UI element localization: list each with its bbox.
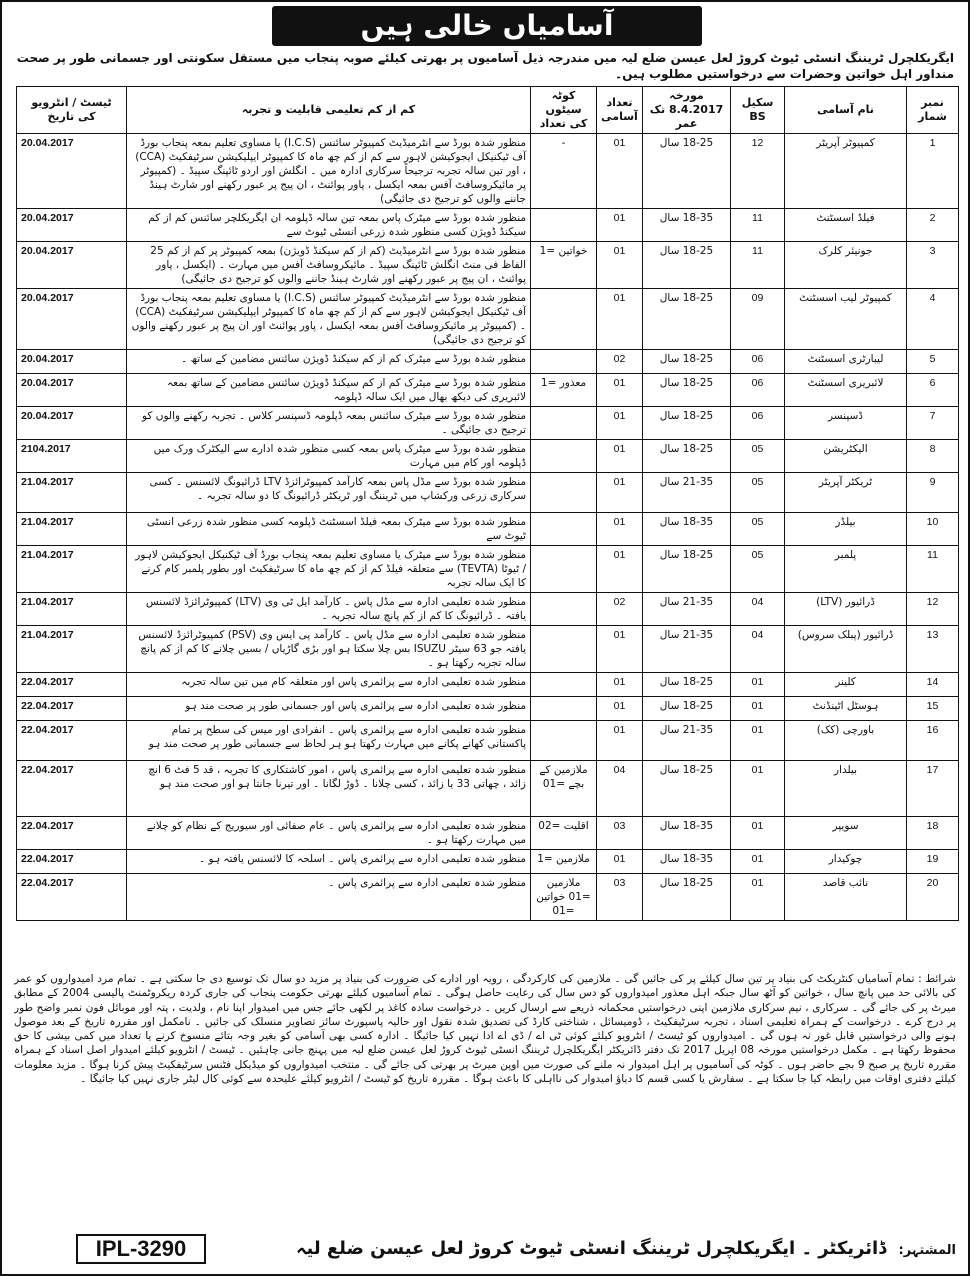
cell-age: 21-35 سال — [643, 473, 731, 513]
cell-qualification: منظور شدہ بورڈ سے انٹرمیڈیٹ کمپیوٹر سائنس (I.C.S) یا مساوی تعلیم بمعہ پنجاب بورڈ آف ٹیکنیکل ایجوکیشن لاہور سے کم از کم چھ ماہ کا کمپیوٹر ایپلیکیشن سرٹیفکیٹ (CCA) ، اور تین سالہ تجربہ ترجیحاً سرکاری ادارہ میں ۔ انگلش اور اردو ٹائپنگ سپیڈ ۔ (کمپیوٹر پر مائیکروسافٹ آفس بمعہ ایکسل ، پاور پوائنٹ ، ان پیج پر عبور رکھنے اور شارٹ ہینڈ جاننے والوں کو ترجیح دی جائیگی) — [127, 134, 531, 209]
cell-date: 22.04.2017 — [17, 761, 127, 817]
cell-quota: ملازمین =01 خواتین =01 — [531, 874, 597, 921]
cell-count: 01 — [597, 546, 643, 593]
cell-sr: 2 — [907, 209, 959, 242]
cell-sr: 1 — [907, 134, 959, 209]
cell-qualification: منظور شدہ تعلیمی ادارہ سے پرائمری پاس ۔ — [127, 874, 531, 921]
cell-count: 01 — [597, 289, 643, 350]
cell-qualification: منظور شدہ بورڈ سے انٹرمیڈیٹ (کم از کم سیکنڈ ڈویژن) بمعہ کمپیوٹر پر کم از کم 25 الفاظ فی منٹ انگلش ٹائپنگ سپیڈ ۔ مائیکروسافٹ آفس میں مہارت ۔ (ایکسل ، پاور پوائنٹ ، ان پیج پر عبور رکھنے اور شارٹ ہینڈ جاننے والوں کو ترجیح دی جائیگی) — [127, 242, 531, 289]
cell-post: لائبریری اسسٹنٹ — [785, 374, 907, 407]
cell-count: 01 — [597, 209, 643, 242]
cell-post: کمپیوٹر آپریٹر — [785, 134, 907, 209]
cell-scale: 12 — [731, 134, 785, 209]
cell-qualification: منظور شدہ بورڈ سے میٹرک یا مساوی تعلیم بمعہ پنجاب بورڈ آف ٹیکنیکل ایجوکیشن لاہور / ٹیوٹا (TEVTA) سے متعلقہ فیلڈ کم از کم چھ ماہ کا سرٹیفکیٹ اور بطور پلمبر کام کرنے کا ایک سالہ تجربہ — [127, 546, 531, 593]
cell-age: 21-35 سال — [643, 721, 731, 761]
table-row — [17, 593, 959, 626]
cell-date: 20.04.2017 — [17, 134, 127, 209]
cell-age: 18-25 سال — [643, 440, 731, 473]
cell-age: 18-35 سال — [643, 209, 731, 242]
cell-post: ہوسٹل اٹینڈنٹ — [785, 697, 907, 721]
ad-code: IPL-3290 — [76, 1234, 206, 1264]
table-row — [17, 289, 959, 350]
cell-post: ڈسپنسر — [785, 407, 907, 440]
cell-sr: 13 — [907, 626, 959, 673]
page-title: آسامیاں خالی ہیں — [272, 6, 702, 46]
cell-age: 18-25 سال — [643, 874, 731, 921]
cell-scale: 11 — [731, 209, 785, 242]
cell-age: 18-25 سال — [643, 407, 731, 440]
cell-quota — [531, 626, 597, 673]
vacancies-table — [16, 86, 959, 921]
cell-date: 22.04.2017 — [17, 817, 127, 850]
cell-qualification: منظور شدہ تعلیمی ادارہ سے پرائمری پاس اور جسمانی طور پر صحت مند ہو — [127, 697, 531, 721]
table-row — [17, 473, 959, 513]
header-age: مورخہ 8.4.2017 تک عمر — [643, 87, 731, 134]
cell-count: 01 — [597, 374, 643, 407]
cell-age: 18-25 سال — [643, 673, 731, 697]
cell-age: 18-25 سال — [643, 374, 731, 407]
cell-scale: 05 — [731, 513, 785, 546]
cell-sr: 9 — [907, 473, 959, 513]
cell-date: 20.04.2017 — [17, 209, 127, 242]
cell-age: 21-35 سال — [643, 593, 731, 626]
cell-date: 22.04.2017 — [17, 721, 127, 761]
cell-qualification: منظور شدہ بورڈ سے میٹرک پاس بمعہ کسی منظور شدہ ادارے سے الیکٹرک ورک میں ڈپلومہ اور کام میں مہارت — [127, 440, 531, 473]
cell-date: 22.04.2017 — [17, 850, 127, 874]
table-row — [17, 626, 959, 673]
cell-scale: 04 — [731, 593, 785, 626]
table-row — [17, 407, 959, 440]
cell-sr: 3 — [907, 242, 959, 289]
cell-qualification: منظور شدہ تعلیمی ادارہ سے پرائمری پاس ۔ انفرادی اور میس کی سطح پر تمام پاکستانی کھانے پکانے میں مہارت رکھتا ہو ہر لحاظ سے جسمانی طور پر صحت مند ہو — [127, 721, 531, 761]
cell-age: 18-25 سال — [643, 242, 731, 289]
cell-count: 01 — [597, 242, 643, 289]
cell-scale: 01 — [731, 697, 785, 721]
cell-qualification: منظور شدہ بورڈ سے مڈل پاس بمعہ کارآمد کمپیوٹرائزڈ LTV ڈرائیونگ لائسنس ۔ کسی سرکاری زرعی ورکشاپ میں ٹریننگ اور ٹریکٹر ڈرائیونگ کا دو سالہ تجربہ ۔ — [127, 473, 531, 513]
cell-count: 04 — [597, 761, 643, 817]
cell-quota: خواتین =1 — [531, 242, 597, 289]
cell-sr: 14 — [907, 673, 959, 697]
cell-quota — [531, 407, 597, 440]
cell-date: 2104.2017 — [17, 440, 127, 473]
cell-age: 18-25 سال — [643, 350, 731, 374]
cell-count: 01 — [597, 407, 643, 440]
table-row — [17, 350, 959, 374]
cell-scale: 11 — [731, 242, 785, 289]
cell-sr: 18 — [907, 817, 959, 850]
table-row — [17, 242, 959, 289]
cell-date: 22.04.2017 — [17, 874, 127, 921]
cell-date: 20.04.2017 — [17, 407, 127, 440]
cell-scale: 05 — [731, 546, 785, 593]
cell-quota: معذور =1 — [531, 374, 597, 407]
cell-count: 01 — [597, 513, 643, 546]
cell-qualification: منظور شدہ تعلیمی ادارہ سے پرائمری پاس اور متعلقہ کام میں تین سالہ تجربہ — [127, 673, 531, 697]
cell-post: کمپیوٹر لیب اسسٹنٹ — [785, 289, 907, 350]
cell-sr: 5 — [907, 350, 959, 374]
cell-qualification: منظور شدہ بورڈ سے میٹرک کم از کم سیکنڈ ڈویژن سائنس مضامین کے ساتھ بمعہ لائبریری کی دیکھ بھال میں ایک سالہ ڈپلومہ — [127, 374, 531, 407]
cell-date: 21.04.2017 — [17, 473, 127, 513]
cell-count: 01 — [597, 721, 643, 761]
cell-age: 18-35 سال — [643, 850, 731, 874]
cell-count: 01 — [597, 440, 643, 473]
table-row — [17, 673, 959, 697]
header-quota: کوٹہ سیٹوں کی تعداد — [531, 87, 597, 134]
cell-date: 21.04.2017 — [17, 626, 127, 673]
cell-scale: 05 — [731, 473, 785, 513]
cell-post: چوکیدار — [785, 850, 907, 874]
advertiser-name: ڈائریکٹر ۔ ایگریکلچرل ٹریننگ انسٹی ٹیوٹ کروڑ لعل عیسن ضلع لیہ — [295, 1238, 887, 1259]
table-row — [17, 817, 959, 850]
cell-quota — [531, 350, 597, 374]
table-row — [17, 761, 959, 817]
header-post: نام آسامی — [785, 87, 907, 134]
cell-scale: 06 — [731, 374, 785, 407]
cell-scale: 05 — [731, 440, 785, 473]
cell-age: 18-25 سال — [643, 697, 731, 721]
cell-post: باورچی (کک) — [785, 721, 907, 761]
table-row — [17, 209, 959, 242]
cell-date: 20.04.2017 — [17, 289, 127, 350]
advertiser-line — [276, 1234, 956, 1264]
cell-sr: 11 — [907, 546, 959, 593]
cell-count: 02 — [597, 350, 643, 374]
cell-post: لیبارٹری اسسٹنٹ — [785, 350, 907, 374]
cell-quota — [531, 697, 597, 721]
cell-quota — [531, 289, 597, 350]
table-row — [17, 546, 959, 593]
cell-count: 01 — [597, 626, 643, 673]
cell-date: 21.04.2017 — [17, 546, 127, 593]
cell-post: الیکٹریشن — [785, 440, 907, 473]
cell-quota — [531, 209, 597, 242]
table-row — [17, 721, 959, 761]
table-header-row — [17, 87, 959, 134]
cell-age: 18-35 سال — [643, 817, 731, 850]
cell-post: سویپر — [785, 817, 907, 850]
cell-date: 21.04.2017 — [17, 593, 127, 626]
cell-quota: ملازمین =1 — [531, 850, 597, 874]
cell-sr: 17 — [907, 761, 959, 817]
cell-scale: 01 — [731, 673, 785, 697]
cell-scale: 04 — [731, 626, 785, 673]
cell-quota — [531, 440, 597, 473]
cell-scale: 01 — [731, 850, 785, 874]
cell-sr: 7 — [907, 407, 959, 440]
cell-qualification: منظور شدہ تعلیمی ادارہ سے مڈل پاس ۔ کارآمد پی ایس وی (PSV) کمپیوٹرائزڈ لائسنس یافتہ جو 63 سیٹر ISUZU بس چلا سکتا ہو اور بڑی گاڑیاں / بسیں چلانے کا کم از کم پانچ سالہ تجربہ رکھتا ہو ۔ — [127, 626, 531, 673]
cell-scale: 09 — [731, 289, 785, 350]
cell-age: 21-35 سال — [643, 626, 731, 673]
table-row — [17, 134, 959, 209]
cell-date: 21.04.2017 — [17, 513, 127, 546]
cell-quota — [531, 546, 597, 593]
cell-qualification: منظور شدہ تعلیمی ادارہ سے پرائمری پاس ۔ عام صفائی اور سیوریج کے نظام کو چلانے میں مہارت رکھتا ہو ۔ — [127, 817, 531, 850]
cell-post: فیلڈ اسسٹنٹ — [785, 209, 907, 242]
cell-qualification: منظور شدہ بورڈ سے میٹرک بمعہ فیلڈ اسسٹنٹ ڈپلومہ کسی منظور شدہ زرعی انسٹی ٹیوٹ سے — [127, 513, 531, 546]
header-sr: نمبر شمار — [907, 87, 959, 134]
cell-scale: 01 — [731, 761, 785, 817]
cell-post: کلینر — [785, 673, 907, 697]
cell-date: 20.04.2017 — [17, 242, 127, 289]
cell-quota — [531, 473, 597, 513]
cell-qualification: منظور شدہ بورڈ سے انٹرمیڈیٹ کمپیوٹر سائنس (I.C.S) یا مساوی تعلیم بمعہ پنجاب بورڈ آف ٹیکنیکل ایجوکیشن لاہور سے کم از کم چھ ماہ کا کمپیوٹر ایپلیکیشن سرٹیفکیٹ (CCA) ۔ (کمپیوٹر پر مائیکروسافٹ آفس بمعہ ایکسل ، پاور پوائنٹ اور ان پیج پر عبور رکھنے والوں کو ترجیح دی جائیگی) — [127, 289, 531, 350]
cell-sr: 6 — [907, 374, 959, 407]
cell-sr: 4 — [907, 289, 959, 350]
table-row — [17, 697, 959, 721]
cell-age: 18-25 سال — [643, 761, 731, 817]
header-qualification: کم از کم تعلیمی قابلیت و تجربہ — [127, 87, 531, 134]
cell-count: 03 — [597, 874, 643, 921]
cell-quota — [531, 721, 597, 761]
cell-qualification: منظور شدہ بورڈ سے میٹرک پاس بمعہ تین سالہ ڈپلومہ ان ایگریکلچر سائنس کم از کم سیکنڈ ڈویژن کسی منظور شدہ زرعی انسٹی ٹیوٹ سے — [127, 209, 531, 242]
table-row — [17, 850, 959, 874]
cell-post: ٹریکٹر آپریٹر — [785, 473, 907, 513]
cell-count: 01 — [597, 850, 643, 874]
cell-sr: 15 — [907, 697, 959, 721]
cell-count: 03 — [597, 817, 643, 850]
cell-age: 18-25 سال — [643, 134, 731, 209]
table-row — [17, 440, 959, 473]
cell-qualification: منظور شدہ بورڈ سے میٹرک کم از کم سیکنڈ ڈویژن سائنس مضامین کے ساتھ ۔ — [127, 350, 531, 374]
header-count: تعداد آسامی — [597, 87, 643, 134]
terms-conditions: شرائط : تمام آسامیاں کنٹریکٹ کی بنیاد پر تین سال کیلئے پر کی جائیں گی ۔ ملازمین کی کارکردگی ، رویہ اور ادارے کی ضرورت کی بنیاد پر مزید دو سال تک توسیع دی جا سکتی ہے ۔ تمام مرد امیدواروں کو عمر کی بالائی حد میں پانچ سال ، خواتین کو آٹھ سال جبکہ اہل معذور امیدواروں کو دس سال کی رعایت حاصل ہوگی ۔ تمام آسامیوں کیلئے بھرتی حکومت پنجاب کی جاری کردہ ریکروٹمنٹ پالیسی 2004 کے مطابق میرٹ پر کی جائے گی ۔ سرکاری ، نیم سرکاری ملازمین اپنی درخواستیں محکمانہ ذریعے سے ارسال کریں ۔ درخواست سادہ کاغذ پر لکھی جائے جس میں امیدوار اپنا نام ، ولدیت ، پتہ اور موبائل فون نمبر واضح طور پر درج کرے ۔ درخواست کے ہمراہ تعلیمی اسناد ، تجربہ سرٹیفکیٹ ، ڈومیسائل ، شناختی کارڈ کی تصدیق شدہ نقول اور حالیہ پاسپورٹ سائز تصاویر منسلک کی جائیں ۔ نامکمل اور مقررہ تاریخ کے بعد موصول ہونے والی درخواستیں قابل غور نہ ہوں گی ۔ امیدواروں کو ٹیسٹ / انٹرویو کیلئے کوئی ٹی اے / ڈی اے ادا نہیں کیا جائیگا ۔ ادارہ کسی بھی آسامی کو بغیر وجہ بتائے منسوخ کرنے یا تعداد میں کمی بیشی کا حق محفوظ رکھتا ہے ۔ مکمل درخواستیں مورخہ 08 اپریل 2017 تک دفتر ڈائریکٹر ایگریکلچرل ٹریننگ انسٹی ٹیوٹ کروڑ لعل عیسن ضلع لیہ میں پہنچ جانی چاہئیں ۔ ٹیسٹ / انٹرویو کیلئے امیدوار اصل اسناد کے ہمراہ مقررہ تاریخ پر صبح 9 بجے حاضر ہوں ۔ کوٹہ کی آسامیوں پر اہل امیدوار نہ ملنے کی صورت میں اوپن میرٹ پر بھرتی کی جائے گی ۔ منتخب امیدواروں کو میڈیکل فٹنس سرٹیفکیٹ پیش کرنا ہوگا ۔ مزید معلومات کیلئے دفتری اوقات میں رابطہ کیا جا سکتا ہے ۔ سفارش یا کسی قسم کا دباؤ امیدوار کی نااہلی کا باعث ہوگا ۔ مقررہ تاریخ کو ٹیسٹ / انٹرویو کیلئے علیحدہ سے کوئی کال لیٹر جاری نہیں کیا جائیگا ۔ — [14, 973, 956, 1086]
table-row — [17, 513, 959, 546]
cell-quota — [531, 513, 597, 546]
cell-count: 01 — [597, 473, 643, 513]
cell-post: نائب قاصد — [785, 874, 907, 921]
cell-date: 20.04.2017 — [17, 374, 127, 407]
cell-scale: 01 — [731, 874, 785, 921]
footer — [14, 1234, 956, 1266]
cell-quota — [531, 593, 597, 626]
cell-age: 18-25 سال — [643, 546, 731, 593]
table-row — [17, 374, 959, 407]
cell-date: 22.04.2017 — [17, 673, 127, 697]
cell-count: 01 — [597, 134, 643, 209]
cell-post: بیلڈر — [785, 513, 907, 546]
cell-qualification: منظور شدہ بورڈ سے میٹرک سائنس بمعہ ڈپلومہ ڈسپنسر کلاس ۔ تجربہ رکھنے والوں کو ترجیح دی جائیگی ۔ — [127, 407, 531, 440]
cell-sr: 16 — [907, 721, 959, 761]
cell-count: 01 — [597, 673, 643, 697]
cell-scale: 01 — [731, 817, 785, 850]
cell-post: ڈرائیور (LTV) — [785, 593, 907, 626]
cell-qualification: منظور شدہ تعلیمی ادارہ سے پرائمری پاس ، امور کاشتکاری کا تجربہ ، قد 5 فٹ 6 انچ زائد ، چھاتی 33 یا زائد ، کسی چلانا ۔ ڈوڑ لگانا ۔ اور تیرنا جانتا ہو اور صحت مند ہو — [127, 761, 531, 817]
cell-scale: 01 — [731, 721, 785, 761]
cell-age: 18-35 سال — [643, 513, 731, 546]
header-date: ٹیسٹ / انٹرویو کی تاریخ — [17, 87, 127, 134]
advertiser-label: المشتہر: — [898, 1243, 956, 1258]
cell-quota: ملازمین کے بچے =01 — [531, 761, 597, 817]
cell-count: 01 — [597, 697, 643, 721]
cell-quota: - — [531, 134, 597, 209]
cell-post: پلمبر — [785, 546, 907, 593]
cell-sr: 12 — [907, 593, 959, 626]
cell-post: جونیئر کلرک — [785, 242, 907, 289]
cell-sr: 19 — [907, 850, 959, 874]
cell-sr: 20 — [907, 874, 959, 921]
cell-date: 20.04.2017 — [17, 350, 127, 374]
cell-quota: اقلیت =02 — [531, 817, 597, 850]
cell-post: بیلدار — [785, 761, 907, 817]
cell-scale: 06 — [731, 350, 785, 374]
intro-text: ایگریکلچرل ٹریننگ انسٹی ٹیوٹ کروڑ لعل عیسن ضلع لیہ میں مندرجہ ذیل آسامیوں پر بھرتی کیلئے صوبہ پنجاب میں مستقل سکونتی اور جسمانی طور پر صحت منداور اہل خواتین وحضرات سے درخواستیں مطلوب ہیں۔ — [16, 51, 954, 81]
cell-qualification: منظور شدہ تعلیمی ادارہ سے مڈل پاس ۔ کارآمد ایل ٹی وی (LTV) کمپیوٹرائزڈ لائسنس یافتہ ۔ ڈرائیونگ کا کم از کم پانچ سالہ تجربہ ۔ — [127, 593, 531, 626]
cell-qualification: منظور شدہ تعلیمی ادارہ سے پرائمری پاس ۔ اسلحہ کا لائسنس یافتہ ہو ۔ — [127, 850, 531, 874]
cell-scale: 06 — [731, 407, 785, 440]
cell-count: 02 — [597, 593, 643, 626]
table-row — [17, 874, 959, 921]
cell-post: ڈرائیور (پبلک سروس) — [785, 626, 907, 673]
header-scale: سکیل BS — [731, 87, 785, 134]
cell-quota — [531, 673, 597, 697]
cell-sr: 8 — [907, 440, 959, 473]
cell-age: 18-25 سال — [643, 289, 731, 350]
cell-sr: 10 — [907, 513, 959, 546]
cell-date: 22.04.2017 — [17, 697, 127, 721]
